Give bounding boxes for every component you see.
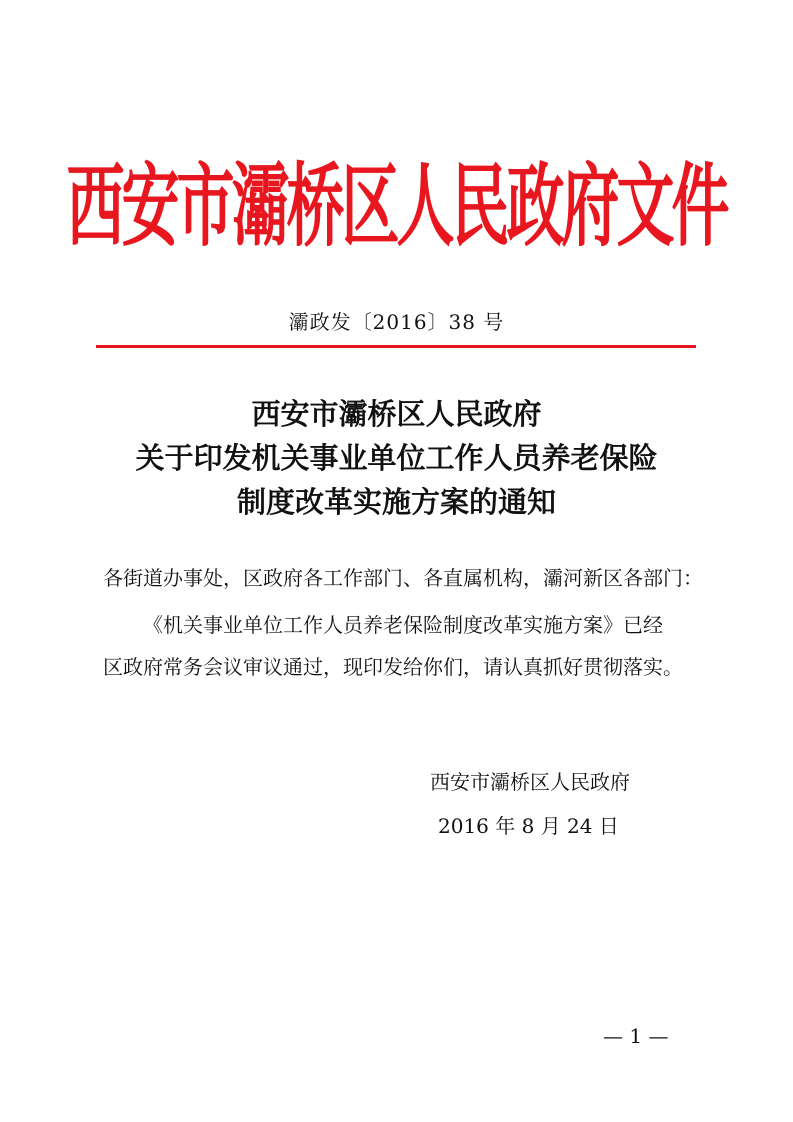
notice-title-line-1: 西安市灞桥区人民政府 xyxy=(251,397,542,431)
salutation: 各街道办事处，区政府各工作部门、各直属机构，灞河新区各部门： xyxy=(103,566,703,590)
notice-title xyxy=(0,392,793,524)
document-number: 灞政发〔2016〕38 号 xyxy=(288,310,505,334)
signature-block xyxy=(430,760,630,848)
notice-title-line-2: 关于印发机关事业单位工作人员养老保险 xyxy=(135,441,658,475)
notice-title-line-3: 制度改革实施方案的通知 xyxy=(236,485,556,519)
body-paragraph-line-1: 《机关事业单位工作人员养老保险制度改革实施方案》已经 xyxy=(143,613,663,637)
masthead-title: 西安市灞桥区人民政府文件 xyxy=(66,153,727,259)
signature-issuer: 西安市灞桥区人民政府 xyxy=(430,770,630,794)
page-number: — 1 — xyxy=(603,1024,669,1048)
body-paragraph-line-2: 区政府常务会议审议通过，现印发给你们，请认真抓好贯彻落实。 xyxy=(103,655,683,679)
signature-date: 2016 年 8 月 24 日 xyxy=(438,814,619,838)
red-divider-rule xyxy=(96,345,696,348)
